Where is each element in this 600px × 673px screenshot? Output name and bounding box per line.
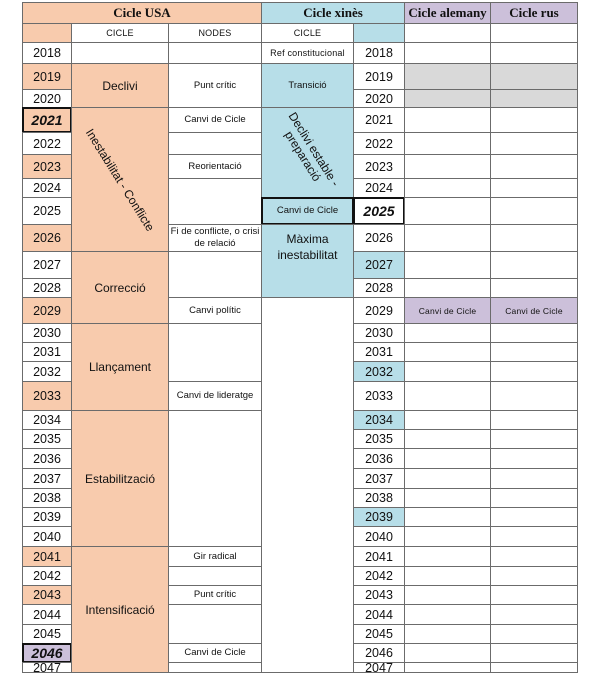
usa-phase-empty — [71, 42, 169, 64]
subheader-germany — [404, 23, 491, 43]
usa-phase-estabilitzacio: Estabilització — [71, 410, 169, 547]
subheader-china-year — [353, 23, 405, 43]
usa-year-cell: 2041 — [22, 546, 72, 567]
germany-cell-empty — [404, 604, 491, 625]
usa-node-punt_critic_2: Punt crític — [168, 585, 262, 605]
china-phase-declivi-estable — [261, 107, 354, 198]
header-usa: Cicle USA — [22, 2, 262, 24]
germany-cell-empty — [404, 585, 491, 605]
usa-year-cell: 2025 — [22, 197, 72, 225]
germany-cell-empty — [404, 526, 491, 547]
russia-cell-empty — [490, 662, 578, 673]
usa-year-cell: 2039 — [22, 507, 72, 527]
usa-year-cell: 2045 — [22, 624, 72, 644]
germany-cell-empty — [404, 197, 491, 225]
usa-node-empty — [168, 410, 262, 547]
china-phase-transicio: Transició — [261, 63, 354, 108]
russia-cell-empty — [490, 361, 578, 382]
subheader-usa-nodes: NODES — [168, 23, 262, 43]
usa-year-cell: 2037 — [22, 468, 72, 489]
usa-node-reorientacio: Reorientació — [168, 154, 262, 179]
russia-cell-empty — [490, 278, 578, 298]
russia-cell-empty — [490, 342, 578, 362]
china-year-cell: 2044 — [353, 604, 405, 625]
usa-year-cell: 2032 — [22, 361, 72, 382]
germany-cell-gray — [404, 63, 491, 90]
russia-cell-empty — [490, 132, 578, 155]
china-year-cell: 2031 — [353, 342, 405, 362]
usa-year-cell: 2033 — [22, 381, 72, 411]
germany-cell-empty — [404, 178, 491, 198]
germany-canvi-cicle: Canvi de Cicle — [404, 297, 491, 324]
russia-cell-empty — [490, 643, 578, 663]
subheader-usa-year — [22, 23, 72, 43]
russia-canvi-cicle: Canvi de Cicle — [490, 297, 578, 324]
subheader-russia — [490, 23, 578, 43]
russia-cell-empty — [490, 546, 578, 567]
germany-cell-empty — [404, 323, 491, 343]
usa-phase-inestabilitat — [71, 107, 169, 252]
usa-year-cell: 2044 — [22, 604, 72, 625]
russia-cell-empty — [490, 604, 578, 625]
germany-cell-empty — [404, 132, 491, 155]
germany-cell-empty — [404, 643, 491, 663]
china-year-cell: 2033 — [353, 381, 405, 411]
usa-phase-llancament: Llançament — [71, 323, 169, 411]
russia-cell-empty — [490, 224, 578, 252]
usa-year-cell: 2047 — [22, 662, 72, 673]
usa-node-empty — [168, 604, 262, 644]
usa-node-empty — [168, 323, 262, 382]
usa-node-canvi_cicle_2: Canvi de Cicle — [168, 643, 262, 663]
russia-cell-empty — [490, 42, 578, 64]
russia-cell-empty — [490, 585, 578, 605]
germany-cell-empty — [404, 488, 491, 508]
russia-cell-empty — [490, 468, 578, 489]
china-phase-maxima-inestabilitat: Màxima inestabilitat — [261, 224, 354, 298]
china-year-cell: 2046 — [353, 643, 405, 663]
usa-year-cell: 2042 — [22, 566, 72, 586]
usa-node-canvi_lideratge: Canvi de lideratge — [168, 381, 262, 411]
germany-cell-empty — [404, 662, 491, 673]
germany-cell-empty — [404, 566, 491, 586]
header-germany: Cicle alemany — [404, 2, 491, 24]
usa-phase-inestabilitat-label: Inestabilitat - Conflicte — [82, 125, 158, 234]
usa-year-cell: 2035 — [22, 429, 72, 449]
germany-cell-empty — [404, 429, 491, 449]
russia-cell-empty — [490, 410, 578, 430]
usa-year-cell: 2018 — [22, 42, 72, 64]
usa-year-cell: 2027 — [22, 251, 72, 279]
germany-cell-empty — [404, 42, 491, 64]
china-year-cell: 2035 — [353, 429, 405, 449]
china-phase-declivi-estable-label: Declivi estable - preparació — [281, 109, 342, 189]
germany-cell-gray — [404, 89, 491, 108]
usa-year-cell: 2024 — [22, 178, 72, 198]
usa-phase-intensificacio: Intensificació — [71, 546, 169, 673]
usa-year-cell: 2021 — [22, 107, 72, 133]
russia-cell-empty — [490, 178, 578, 198]
usa-year-cell: 2023 — [22, 154, 72, 179]
china-year-cell: 2036 — [353, 448, 405, 469]
germany-cell-empty — [404, 468, 491, 489]
usa-node-empty — [168, 178, 262, 225]
china-phase-ref-constitucional: Ref constitucional — [261, 42, 354, 64]
usa-node-empty — [168, 566, 262, 586]
china-year-cell: 2042 — [353, 566, 405, 586]
russia-cell-empty — [490, 566, 578, 586]
china-year-cell: 2023 — [353, 154, 405, 179]
china-year-cell: 2029 — [353, 297, 405, 324]
china-year-cell: 2020 — [353, 89, 405, 108]
usa-node-fi_conflicte: Fi de conflicte, o crisi de relació — [168, 224, 262, 252]
germany-cell-empty — [404, 224, 491, 252]
china-year-cell: 2041 — [353, 546, 405, 567]
china-year-cell: 2024 — [353, 178, 405, 198]
china-year-cell: 2039 — [353, 507, 405, 527]
china-year-cell: 2037 — [353, 468, 405, 489]
germany-cell-empty — [404, 448, 491, 469]
china-year-cell: 2019 — [353, 63, 405, 90]
header-china: Cicle xinès — [261, 2, 405, 24]
usa-year-cell: 2020 — [22, 89, 72, 108]
header-russia: Cicle rus — [490, 2, 578, 24]
russia-cell-empty — [490, 624, 578, 644]
china-year-cell: 2027 — [353, 251, 405, 279]
usa-year-cell: 2046 — [22, 643, 72, 663]
germany-cell-empty — [404, 251, 491, 279]
russia-cell-empty — [490, 429, 578, 449]
germany-cell-empty — [404, 342, 491, 362]
usa-year-cell: 2036 — [22, 448, 72, 469]
russia-cell-gray — [490, 89, 578, 108]
germany-cell-empty — [404, 278, 491, 298]
subheader-usa-cycle: CICLE — [71, 23, 169, 43]
china-year-cell: 2022 — [353, 132, 405, 155]
china-year-cell: 2018 — [353, 42, 405, 64]
usa-year-cell: 2040 — [22, 526, 72, 547]
china-year-cell: 2032 — [353, 361, 405, 382]
china-year-cell: 2045 — [353, 624, 405, 644]
usa-year-cell: 2034 — [22, 410, 72, 430]
usa-year-cell: 2019 — [22, 63, 72, 90]
usa-node-canvi_cicle_1: Canvi de Cicle — [168, 107, 262, 133]
usa-phase-declivi: Declivi — [71, 63, 169, 108]
russia-cell-empty — [490, 488, 578, 508]
usa-node-empty — [168, 251, 262, 298]
usa-node-empty — [168, 662, 262, 673]
china-year-cell: 2047 — [353, 662, 405, 673]
usa-node-gir_radical: Gir radical — [168, 546, 262, 567]
russia-cell-gray — [490, 63, 578, 90]
germany-cell-empty — [404, 361, 491, 382]
china-year-cell: 2038 — [353, 488, 405, 508]
russia-cell-empty — [490, 323, 578, 343]
russia-cell-empty — [490, 507, 578, 527]
germany-cell-empty — [404, 546, 491, 567]
china-year-cell: 2028 — [353, 278, 405, 298]
china-year-cell: 2043 — [353, 585, 405, 605]
germany-cell-empty — [404, 154, 491, 179]
china-year-cell: 2034 — [353, 410, 405, 430]
russia-cell-empty — [490, 197, 578, 225]
usa-year-cell: 2030 — [22, 323, 72, 343]
china-year-cell: 2040 — [353, 526, 405, 547]
usa-year-cell: 2029 — [22, 297, 72, 324]
germany-cell-empty — [404, 624, 491, 644]
russia-cell-empty — [490, 154, 578, 179]
china-year-cell: 2025 — [353, 197, 405, 225]
usa-node-empty — [168, 42, 262, 64]
germany-cell-empty — [404, 507, 491, 527]
usa-year-cell: 2026 — [22, 224, 72, 252]
china-year-cell: 2021 — [353, 107, 405, 133]
russia-cell-empty — [490, 381, 578, 411]
russia-cell-empty — [490, 107, 578, 133]
usa-year-cell: 2043 — [22, 585, 72, 605]
usa-year-cell: 2022 — [22, 132, 72, 155]
usa-year-cell: 2038 — [22, 488, 72, 508]
russia-cell-empty — [490, 448, 578, 469]
usa-year-cell: 2031 — [22, 342, 72, 362]
china-phase-canvi-cicle: Canvi de Cicle — [261, 197, 354, 225]
germany-cell-empty — [404, 107, 491, 133]
usa-phase-correccio: Correcció — [71, 251, 169, 324]
usa-year-cell: 2028 — [22, 278, 72, 298]
china-year-cell: 2030 — [353, 323, 405, 343]
usa-node-canvi_politic: Canvi polític — [168, 297, 262, 324]
usa-node-punt_critic_1: Punt crític — [168, 63, 262, 108]
china-phase-empty — [261, 297, 354, 673]
china-year-cell: 2026 — [353, 224, 405, 252]
russia-cell-empty — [490, 251, 578, 279]
germany-cell-empty — [404, 381, 491, 411]
usa-node-empty — [168, 132, 262, 155]
russia-cell-empty — [490, 526, 578, 547]
subheader-china-cycle: CICLE — [261, 23, 354, 43]
germany-cell-empty — [404, 410, 491, 430]
